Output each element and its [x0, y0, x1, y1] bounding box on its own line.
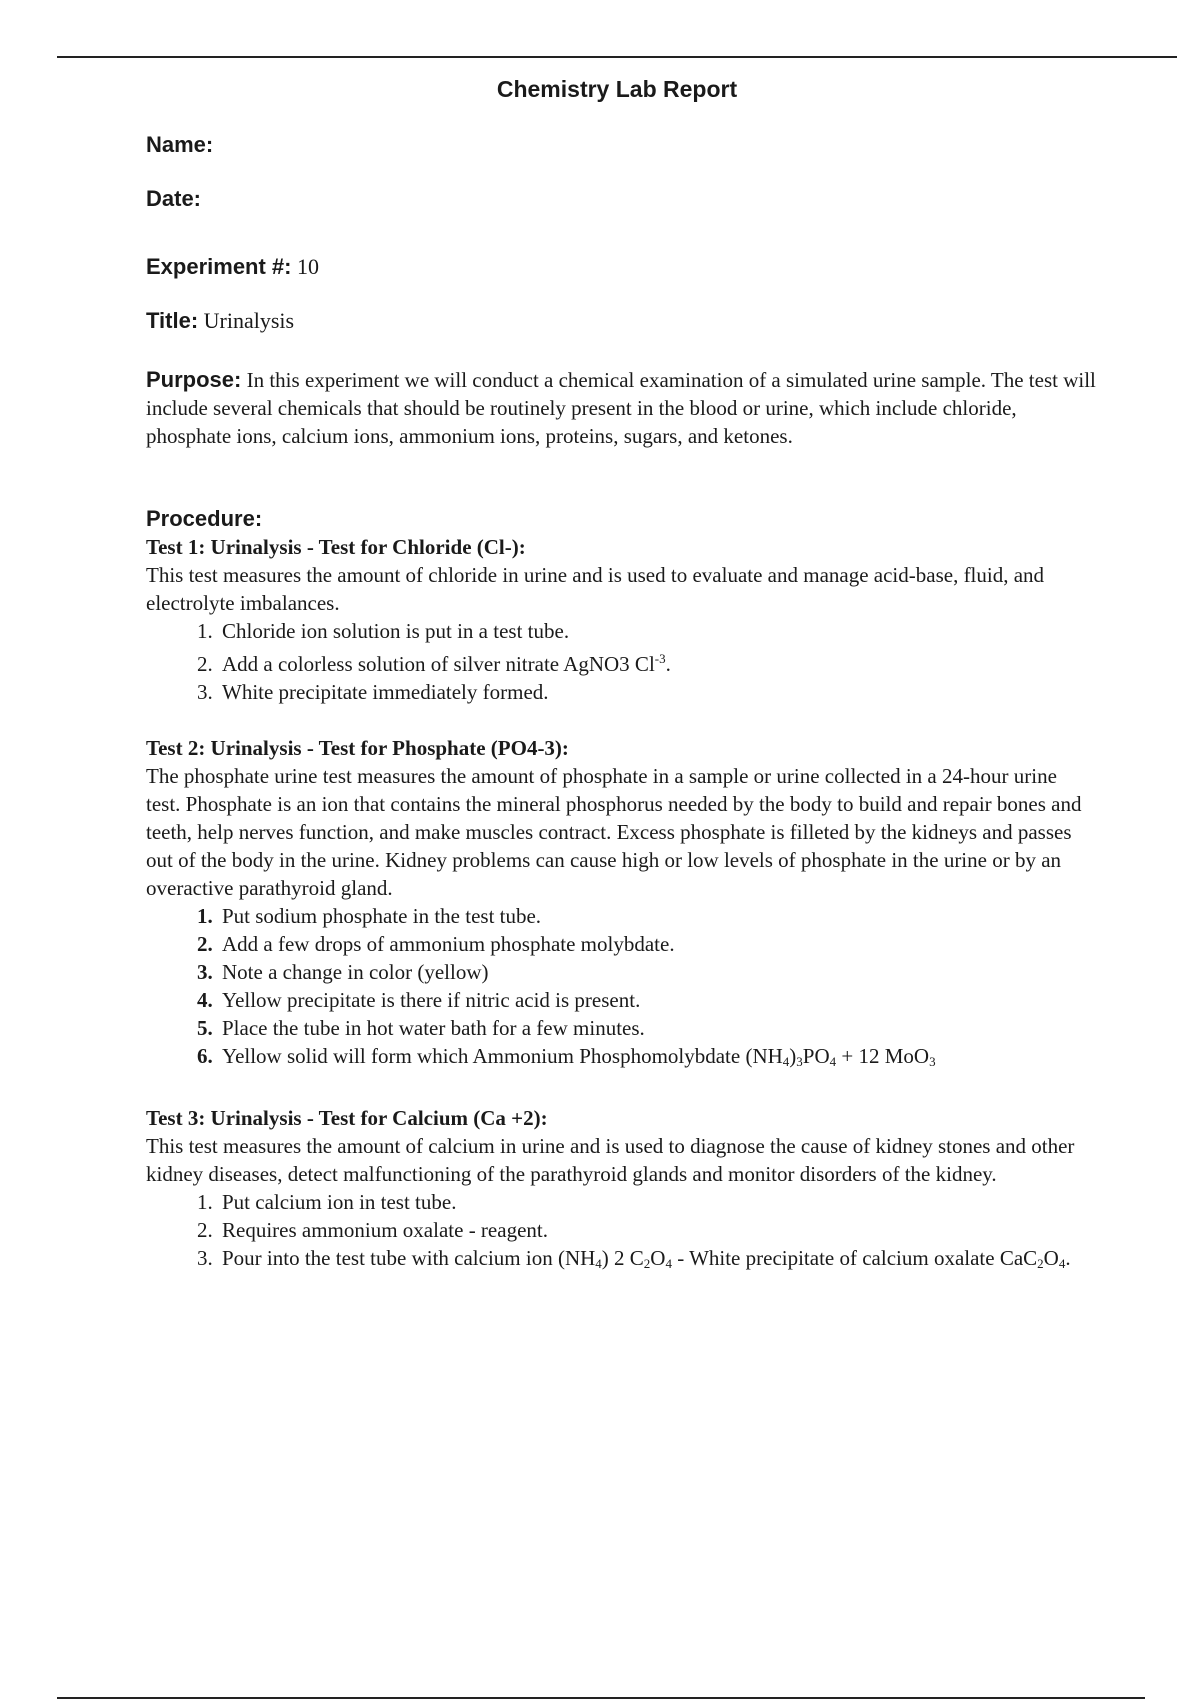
- formula-part: ): [789, 1044, 797, 1068]
- test1-step2-sup: -3: [654, 651, 666, 666]
- list-item: [218, 1188, 1096, 1216]
- test2-step1: Put sodium phosphate in the test tube.: [222, 904, 542, 928]
- formula-sub: 2: [643, 1256, 651, 1271]
- list-item: [218, 617, 1096, 645]
- list-item: [218, 930, 1096, 958]
- formula-part: + 12 MoO: [836, 1044, 930, 1068]
- purpose-section: [146, 366, 1096, 450]
- test3-description: This test measures the amount of calcium in urine and is used to diagnose the cause of kidney stones and other kidney diseases, detect malfunctioning of the parathyroid glands and monitor disorders of the kidney.: [146, 1134, 1075, 1186]
- test2-description: The phosphate urine test measures the amount of phosphate in a sample or urine collected in a 24-hour urine test. Phosphate is an ion that contains the mineral phosphorus needed by the body to build and repair bones and teeth, help nerves function, and make muscles contract. Excess phosphate is filleted by the kidneys and passes out of the body in the urine. Kidney problems can cause high or low levels of phosphate in the urine or by an overactive parathyroid gland.: [146, 764, 1082, 900]
- date-label: Date:: [146, 186, 202, 211]
- list-item: [218, 678, 1096, 706]
- test1-step2-end: .: [665, 652, 671, 676]
- test3-step3: Pour into the test tube with calcium ion (NH: [222, 1246, 596, 1270]
- test2-step3: Note a change in color (yellow): [222, 960, 489, 984]
- test1-step2: Add a colorless solution of silver nitrate AgNO3 Cl: [222, 652, 655, 676]
- procedure-heading: Procedure:: [146, 506, 263, 531]
- list-item: [218, 986, 1096, 1014]
- procedure-section: [146, 505, 1096, 1278]
- experiment-label: Experiment #:: [146, 254, 292, 279]
- formula-sub: 3: [796, 1054, 803, 1069]
- list-item: [218, 1216, 1096, 1244]
- formula-part: O: [1043, 1246, 1059, 1270]
- formula-part: - White precipitate of calcium oxalate CaC: [671, 1246, 1038, 1270]
- document-title: Chemistry Lab Report: [496, 76, 738, 102]
- title-wrap: [57, 76, 1177, 103]
- list-item: [218, 645, 1096, 678]
- name-field: [146, 131, 1096, 159]
- formula-part: ) 2 C: [601, 1246, 644, 1270]
- test3-steps: [146, 1188, 1096, 1278]
- list-item: [218, 1042, 1096, 1076]
- formula-part: .: [1065, 1246, 1071, 1270]
- test3-step2: Requires ammonium oxalate - reagent.: [222, 1218, 548, 1242]
- test2-step5: Place the tube in hot water bath for a few minutes.: [222, 1016, 645, 1040]
- test2-steps: [146, 902, 1096, 1076]
- test2-step6: Yellow solid will form which Ammonium Phosphomolybdate (NH: [222, 1044, 783, 1068]
- experiment-value: 10: [297, 254, 319, 279]
- date-field: [146, 185, 1096, 213]
- list-item: [218, 1014, 1096, 1042]
- test1-heading: Test 1: Urinalysis - Test for Chloride (Cl-):: [146, 535, 526, 559]
- formula-sub: 4: [595, 1256, 602, 1271]
- purpose-text: In this experiment we will conduct a chemical examination of a simulated urine sample. The test will include several chemicals that should be routinely present in the blood or urine, which include chloride, phosphate ions, calcium ions, ammonium ions, proteins, sugars, and ketones.: [146, 368, 1096, 448]
- purpose-label: Purpose:: [146, 367, 242, 392]
- formula-part: PO: [802, 1044, 830, 1068]
- formula-sub: 4: [1058, 1256, 1066, 1271]
- test1-description: This test measures the amount of chloride in urine and is used to evaluate and manage acid-base, fluid, and electrolyte imbalances.: [146, 563, 1045, 615]
- test2-heading: Test 2: Urinalysis - Test for Phosphate (PO4-3):: [146, 736, 569, 760]
- formula-sub: 2: [1037, 1256, 1044, 1271]
- bottom-rule: [57, 1697, 1145, 1699]
- formula-part: O: [650, 1246, 666, 1270]
- top-rule: [57, 56, 1177, 58]
- test3-heading: Test 3: Urinalysis - Test for Calcium (Ca +2):: [146, 1106, 548, 1130]
- title-label: Title:: [146, 308, 199, 333]
- formula-sub: 4: [829, 1054, 837, 1069]
- test3-step1: Put calcium ion in test tube.: [222, 1190, 457, 1214]
- title-field: [146, 307, 1096, 335]
- formula-sub: 4: [782, 1054, 790, 1069]
- list-item: [218, 958, 1096, 986]
- test1-step3: White precipitate immediately formed.: [222, 680, 549, 704]
- experiment-field: [146, 253, 1096, 281]
- test2-step4: Yellow precipitate is there if nitric acid is present.: [222, 988, 641, 1012]
- test2-step2: Add a few drops of ammonium phosphate molybdate.: [222, 932, 675, 956]
- formula-sub: 4: [665, 1256, 672, 1271]
- list-item: [218, 1244, 1096, 1278]
- test1-steps: [146, 617, 1096, 706]
- formula-sub: 3: [929, 1054, 936, 1069]
- list-item: [218, 902, 1096, 930]
- name-label: Name:: [146, 132, 214, 157]
- test1-step1: Chloride ion solution is put in a test tube.: [222, 619, 570, 643]
- title-value: Urinalysis: [203, 308, 295, 333]
